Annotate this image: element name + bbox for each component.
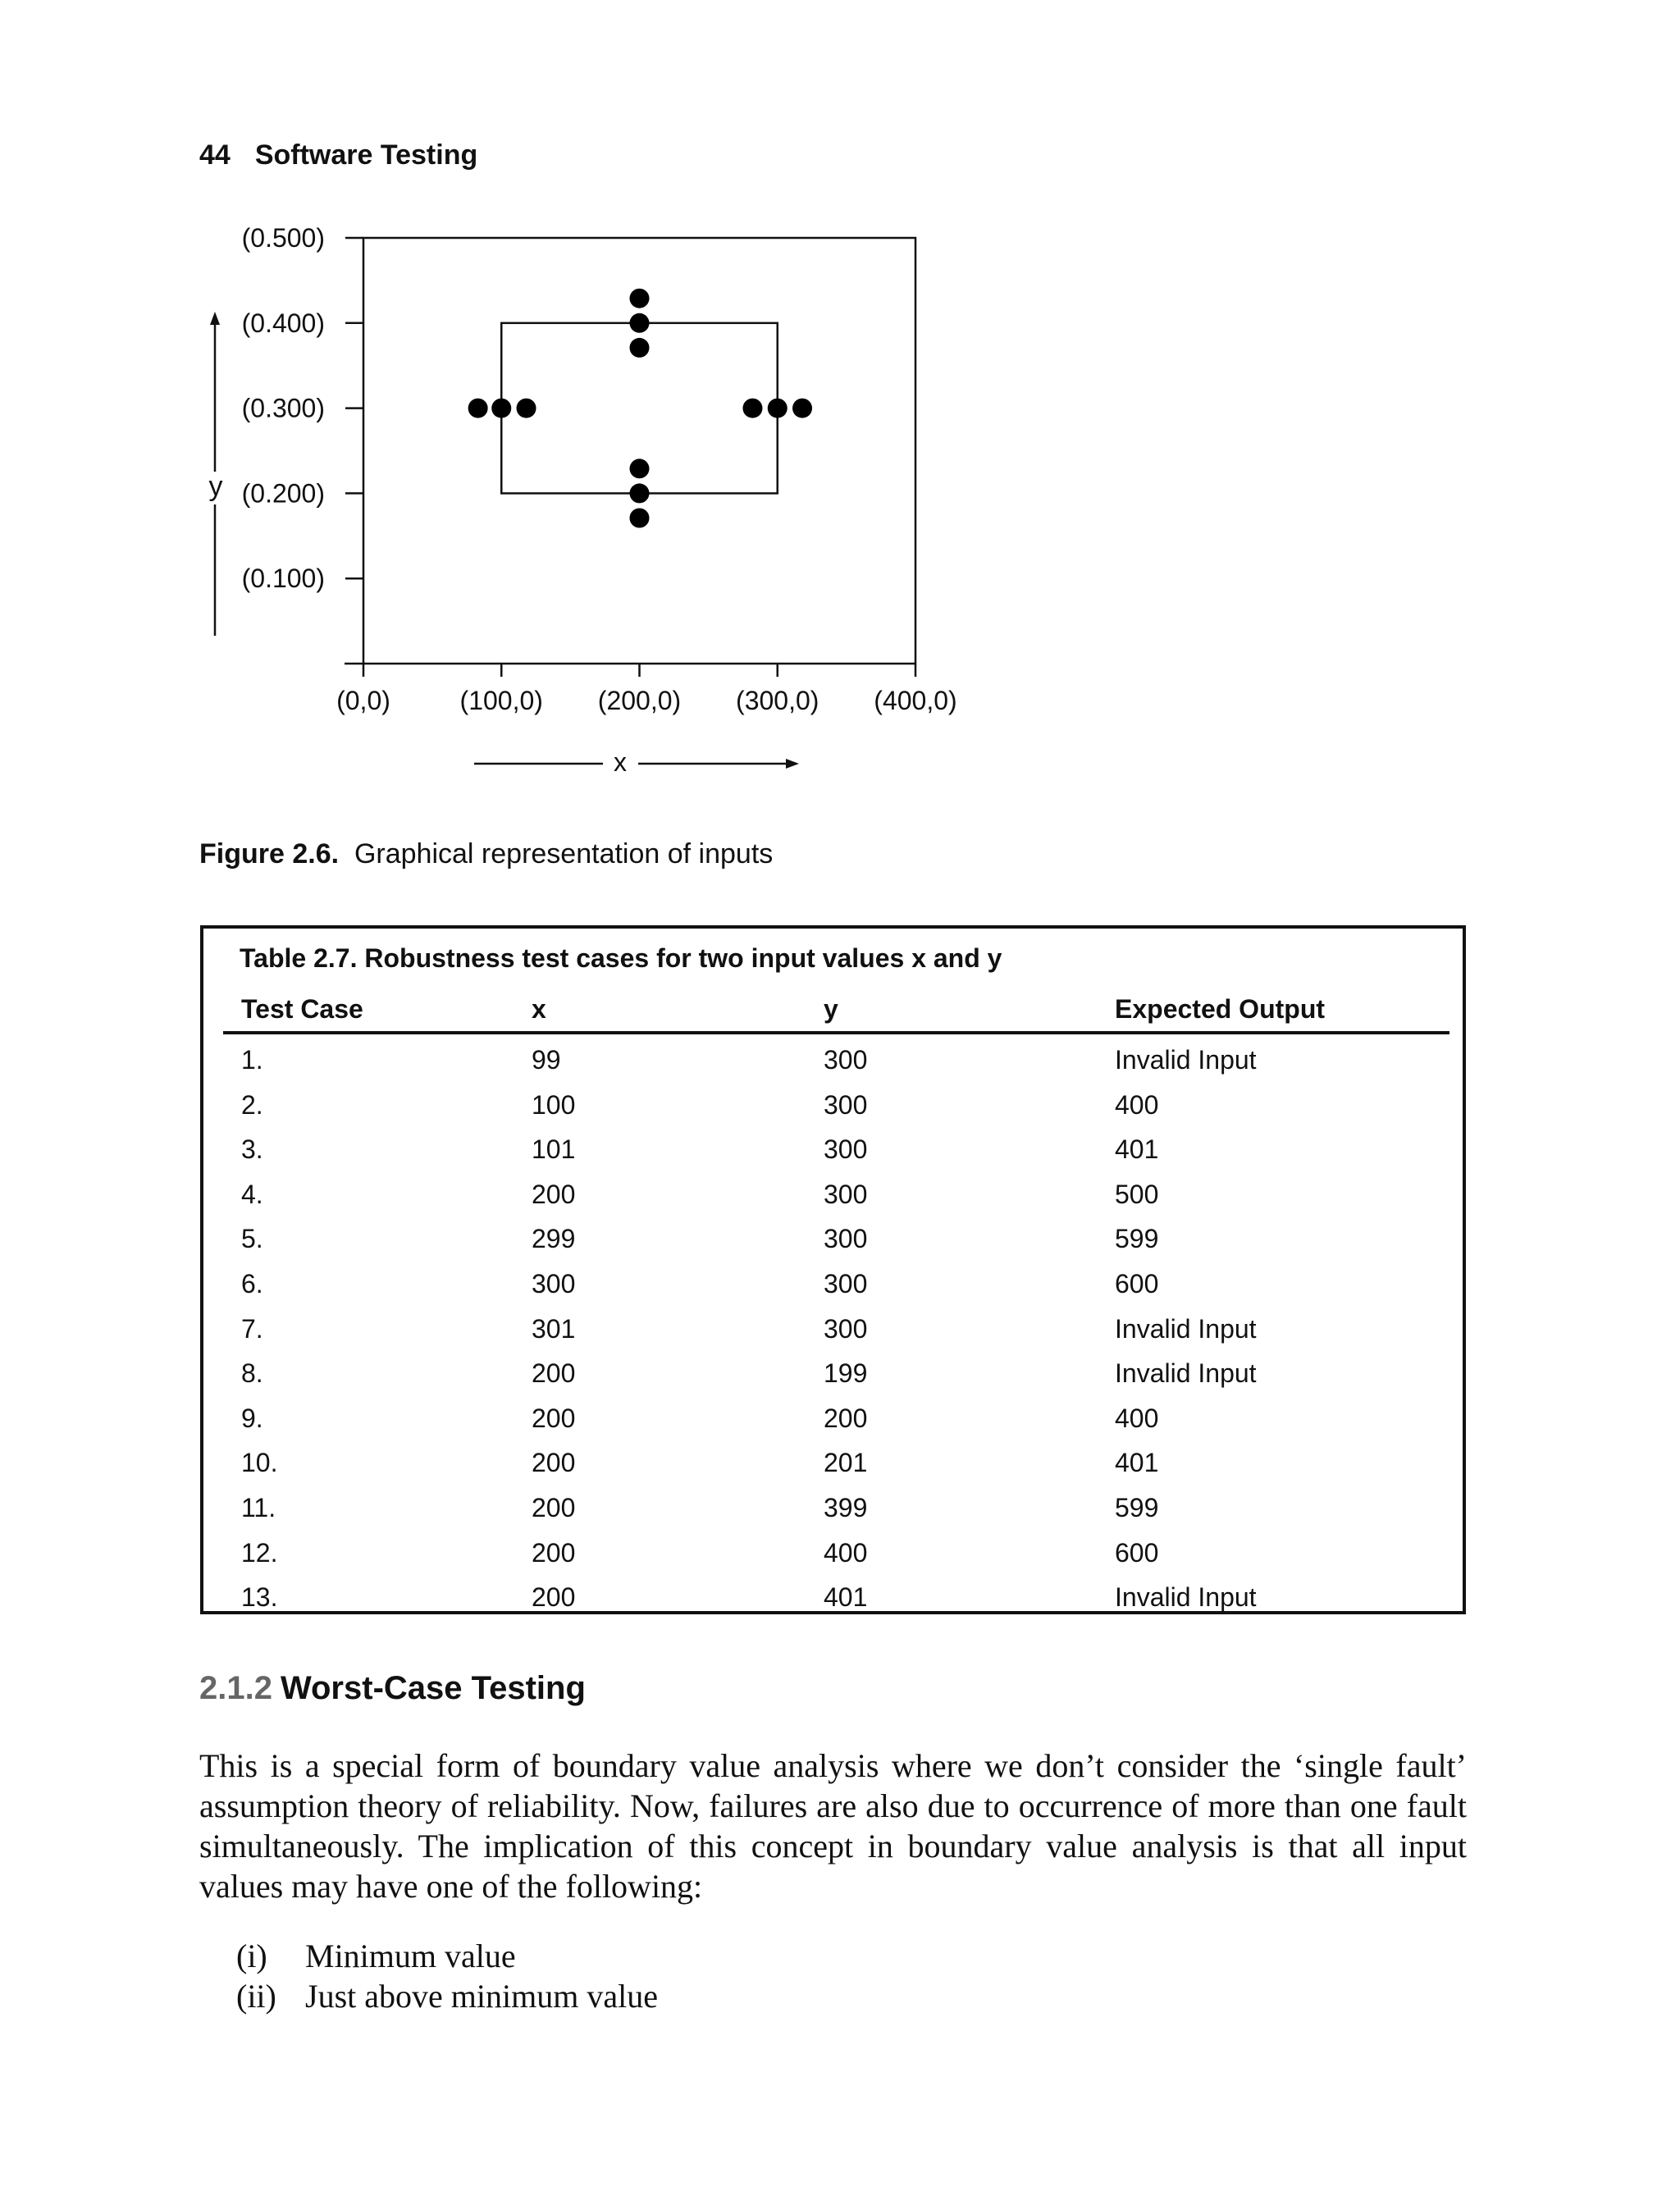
cell-x: 300 bbox=[532, 1268, 576, 1299]
cell-y: 300 bbox=[824, 1268, 868, 1299]
data-point bbox=[630, 338, 650, 358]
table-body bbox=[203, 1038, 1463, 1621]
cell-y: 201 bbox=[824, 1448, 868, 1478]
cell-x: 200 bbox=[532, 1179, 576, 1209]
cell-test-case: 11. bbox=[241, 1492, 276, 1522]
y-tick-label: (0.200) bbox=[241, 478, 325, 509]
cell-x: 100 bbox=[532, 1089, 576, 1120]
data-point bbox=[468, 399, 488, 418]
table-title-label: Table 2.7. bbox=[240, 943, 358, 973]
cell-x: 200 bbox=[532, 1358, 576, 1389]
cell-x: 99 bbox=[532, 1045, 561, 1075]
cell-expected-output: 401 bbox=[1115, 1134, 1159, 1165]
figure-caption bbox=[199, 838, 773, 870]
list-text: Just above minimum value bbox=[305, 1978, 658, 2015]
section-heading bbox=[199, 1670, 586, 1707]
header-expected-output: Expected Output bbox=[1115, 994, 1326, 1024]
cell-expected-output: Invalid Input bbox=[1115, 1045, 1257, 1075]
cell-test-case: 9. bbox=[241, 1403, 263, 1433]
x-axis-label: x bbox=[614, 747, 627, 777]
header-test-case: Test Case bbox=[241, 994, 363, 1024]
list-marker: (i) bbox=[236, 1938, 267, 1974]
y-tick-label: (0.500) bbox=[241, 223, 325, 253]
page-number: 44 bbox=[199, 139, 231, 171]
figure-caption-label: Figure 2.6. bbox=[199, 838, 340, 870]
y-ticks bbox=[242, 223, 363, 593]
data-point bbox=[630, 289, 650, 308]
input-domain-chart bbox=[0, 0, 1680, 828]
data-point bbox=[630, 313, 650, 333]
cell-expected-output: 600 bbox=[1115, 1268, 1159, 1299]
x-tick-label: (300,0) bbox=[736, 686, 819, 715]
cell-y: 300 bbox=[824, 1179, 868, 1209]
table-row bbox=[203, 1173, 1463, 1218]
data-point bbox=[491, 399, 511, 418]
cell-expected-output: 500 bbox=[1115, 1179, 1159, 1209]
table-title bbox=[240, 943, 1002, 974]
cell-test-case: 12. bbox=[241, 1537, 278, 1568]
list-marker: (ii) bbox=[236, 1978, 276, 2015]
table-row bbox=[203, 1308, 1463, 1353]
cell-y: 200 bbox=[824, 1403, 868, 1433]
cell-x: 299 bbox=[532, 1224, 576, 1254]
cell-test-case: 1. bbox=[241, 1045, 263, 1075]
x-tick-label: (400,0) bbox=[874, 686, 957, 715]
cell-expected-output: 400 bbox=[1115, 1089, 1159, 1120]
list-text: Minimum value bbox=[305, 1938, 516, 1974]
cell-expected-output: 599 bbox=[1115, 1224, 1159, 1254]
cell-expected-output: Invalid Input bbox=[1115, 1358, 1257, 1389]
x-tick-label: (200,0) bbox=[597, 686, 682, 715]
cell-y: 199 bbox=[824, 1358, 868, 1389]
data-point bbox=[742, 399, 762, 418]
table-row bbox=[203, 1217, 1463, 1262]
cell-expected-output: Invalid Input bbox=[1115, 1313, 1257, 1344]
cell-x: 200 bbox=[532, 1492, 576, 1522]
cell-y: 300 bbox=[824, 1089, 868, 1120]
cell-y: 300 bbox=[824, 1313, 868, 1344]
x-tick-label: (0,0) bbox=[336, 686, 390, 715]
cell-expected-output: Invalid Input bbox=[1115, 1582, 1257, 1613]
y-tick-label: (0.300) bbox=[241, 393, 325, 423]
cell-test-case: 6. bbox=[241, 1268, 263, 1299]
table-row bbox=[203, 1128, 1463, 1173]
data-point bbox=[517, 399, 536, 418]
cell-test-case: 10. bbox=[241, 1448, 278, 1478]
cell-y: 300 bbox=[824, 1134, 868, 1165]
header-x: x bbox=[532, 994, 546, 1024]
cell-y: 300 bbox=[824, 1045, 868, 1075]
cell-y: 300 bbox=[824, 1224, 868, 1254]
cell-test-case: 13. bbox=[241, 1582, 278, 1613]
data-point bbox=[630, 459, 650, 478]
table-row bbox=[203, 1441, 1463, 1486]
table-row bbox=[203, 1531, 1463, 1577]
y-tick-label: (0.100) bbox=[241, 564, 325, 594]
cell-x: 200 bbox=[532, 1537, 576, 1568]
section-title: Worst-Case Testing bbox=[280, 1670, 586, 1706]
cell-test-case: 4. bbox=[241, 1179, 263, 1209]
y-tick-label: (0.400) bbox=[241, 308, 325, 338]
cell-test-case: 8. bbox=[241, 1358, 263, 1389]
cell-expected-output: 600 bbox=[1115, 1537, 1159, 1568]
section-number: 2.1.2 bbox=[199, 1670, 272, 1706]
cell-x: 101 bbox=[532, 1134, 576, 1165]
header-y: y bbox=[824, 994, 838, 1024]
table-row bbox=[203, 1576, 1463, 1621]
cell-expected-output: 401 bbox=[1115, 1448, 1159, 1478]
cell-expected-output: 400 bbox=[1115, 1403, 1159, 1433]
data-point bbox=[630, 483, 650, 503]
x-tick-label: (100,0) bbox=[459, 686, 543, 715]
y-axis-arrow-head bbox=[210, 312, 220, 325]
table-row bbox=[203, 1352, 1463, 1397]
header-rule bbox=[223, 1031, 1449, 1034]
table-row bbox=[203, 1084, 1463, 1129]
cell-test-case: 3. bbox=[241, 1134, 263, 1165]
data-point bbox=[630, 509, 650, 528]
cell-x: 200 bbox=[532, 1582, 576, 1613]
cell-test-case: 2. bbox=[241, 1089, 263, 1120]
data-point bbox=[792, 399, 812, 418]
cell-y: 400 bbox=[824, 1537, 868, 1568]
cell-test-case: 5. bbox=[241, 1224, 263, 1254]
cell-y: 399 bbox=[824, 1492, 868, 1522]
cell-expected-output: 599 bbox=[1115, 1492, 1159, 1522]
table-row bbox=[203, 1038, 1463, 1084]
y-axis-label: y bbox=[208, 471, 223, 502]
table-row bbox=[203, 1397, 1463, 1442]
table-title-text: Robustness test cases for two input values x and y bbox=[364, 943, 1002, 973]
cell-x: 200 bbox=[532, 1403, 576, 1433]
cell-y: 401 bbox=[824, 1582, 868, 1613]
x-ticks bbox=[336, 664, 957, 715]
table-row bbox=[203, 1486, 1463, 1531]
robustness-table bbox=[200, 925, 1466, 1614]
cell-x: 200 bbox=[532, 1448, 576, 1478]
table-row bbox=[203, 1262, 1463, 1308]
figure-caption-text: Graphical representation of inputs bbox=[354, 838, 774, 870]
running-title: Software Testing bbox=[254, 139, 478, 171]
data-point bbox=[768, 399, 788, 418]
cell-x: 301 bbox=[532, 1313, 576, 1344]
body-paragraph: This is a special form of boundary value analysis where we don’t consider the ‘single fault’ assumption theory of reliability. Now, failures are also due to occurrence of more than one fault simultaneously. The implication of this concept in boundary value analysis is that all input values may have one of the following: bbox=[199, 1747, 1467, 1905]
cell-test-case: 7. bbox=[241, 1313, 263, 1344]
data-points bbox=[468, 289, 812, 528]
x-axis-arrow-head bbox=[786, 759, 799, 769]
